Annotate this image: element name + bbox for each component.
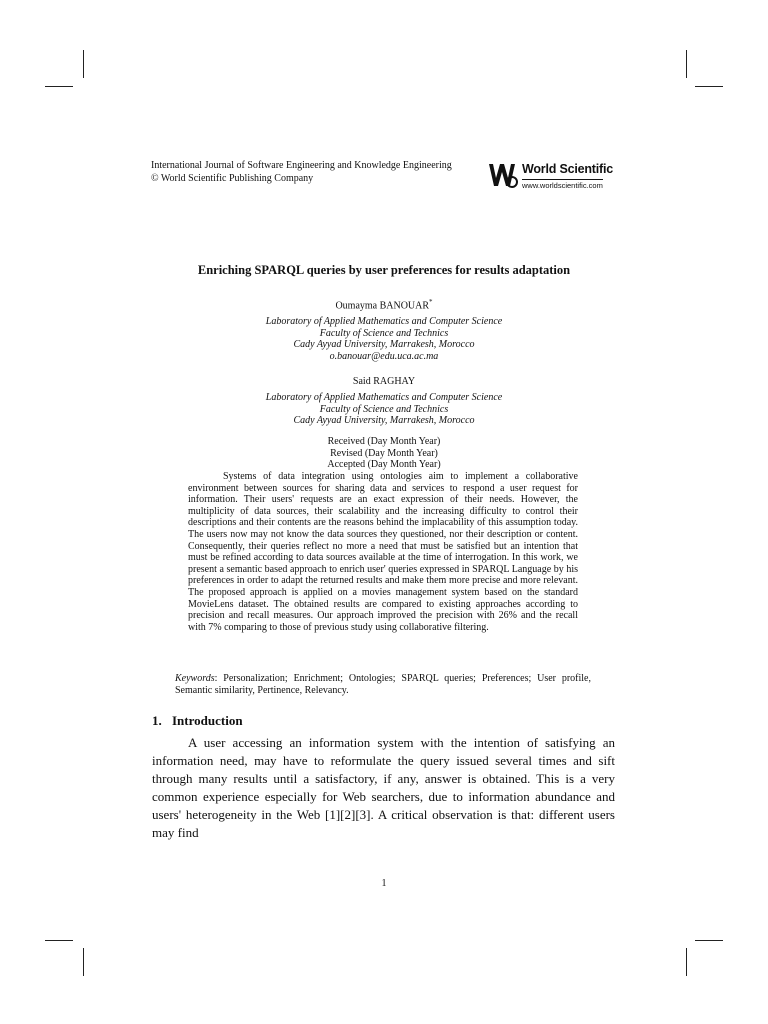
author-email: o.banouar@edu.uca.ac.ma [329,350,439,362]
crop-mark [686,948,687,976]
introduction-body [152,734,615,842]
logo-url: www.worldscientific.com [522,181,603,190]
affiliation-block [0,316,768,362]
crop-mark [45,86,73,87]
affiliation-line: Cady Ayyad University, Marrakesh, Morocco [293,339,475,351]
revised-date: Revised (Day Month Year) [330,447,438,459]
section-heading [152,713,243,729]
section-title: Introduction [172,713,243,728]
intro-paragraph: A user accessing an information system with the intention of satisfying an information need, may have to reformulate the query issued several times and sift through many results until a satisfactory, if any, answer is obtained. This is a very common experience especially for Web searchers, due to information abundance and users' heterogeneity in the Web [1][2][3]. A critical observation is that: different users may find [152,735,615,840]
received-date: Received (Day Month Year) [327,436,441,447]
abstract-text: Systems of data integration using ontologies aim to implement a collaborative environment between sources for sharing data and services to respond a user request for information. Their users' requests are an exact expression of their needs. However, the multiplicity of data sources, their scalability and the increasing difficulty to control their descriptions and their contents are the reasons behind the implacability of this assumption today. The users now may not know the data sources they questioned, nor their description or content. Consequently, their queries reflect no more a need that must be satisfied but an intention that must be refined according to data sources available at the time of interrogation. In this work, we present a semantic based approach to enrich user' queries expressed in SPARQL Language by his preferences in order to adapt the returned results and make them more precise and more relevant. The proposed approach is applied on a movies management system based on the standard MovieLens dataset. The obtained results are compared to existing approaches according to precision and recall measures. Our approach improved the precision with 26% and the recall with 7% comparing to those of previous study using collaborative filtering. [188,471,578,633]
author-footnote-mark: * [429,298,433,306]
accepted-date: Accepted (Day Month Year) [327,459,441,471]
affiliation-line: Faculty of Science and Technics [319,327,449,339]
crop-mark [83,948,84,976]
world-scientific-logo-icon [488,160,518,190]
journal-header [151,159,452,185]
crop-mark [686,50,687,78]
affiliation-line: Laboratory of Applied Mathematics and Computer Science [265,392,503,403]
keywords [175,673,591,696]
author-name-text: Oumayma BANOUAR [335,300,430,312]
journal-name: International Journal of Software Engineering and Knowledge Engineering [151,160,452,171]
author-name: Said RAGHAY [352,376,416,387]
dates-block [0,436,768,471]
keywords-label: Keywords [175,673,215,684]
section-number: 1. [152,713,162,728]
crop-mark [695,86,723,87]
crop-mark [45,940,73,941]
crop-mark [83,50,84,78]
affiliation-line: Cady Ayyad University, Marrakesh, Morocco [293,415,475,427]
logo-name: World Scientific [522,162,614,176]
affiliation-line: Laboratory of Applied Mathematics and Computer Science [265,316,503,327]
affiliation-block [0,392,768,427]
abstract [188,471,578,633]
affiliation-line: Faculty of Science and Technics [319,403,449,415]
author-name [0,297,768,312]
page-number: 1 [381,878,387,889]
keywords-list: : Personalization; Enrichment; Ontologies; SPARQL queries; Preferences; User profile, Semantic similarity, Pertinence, Relevancy. [175,673,591,696]
crop-mark [695,940,723,941]
paper-title: Enriching SPARQL queries by user preferences for results adaptation [197,263,571,277]
publisher-logo [488,160,616,192]
publisher-line: © World Scientific Publishing Company [151,173,314,184]
